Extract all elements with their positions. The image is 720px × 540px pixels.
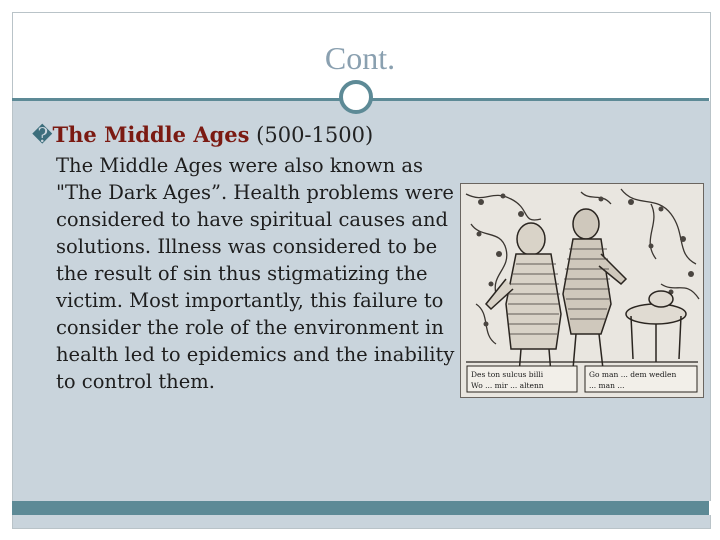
- footer-base: [12, 515, 711, 529]
- medieval-woodcut-image: [460, 183, 704, 398]
- caption-right-line-1: Go man ... dem wedlen: [589, 370, 677, 379]
- bullet-heading: [32, 122, 373, 147]
- ring-ornament-icon: [339, 80, 373, 114]
- section-heading-years: (500-1500): [249, 123, 374, 147]
- slide-title: Cont.: [324, 40, 396, 76]
- caption-right-line-2: ... man ...: [589, 381, 625, 390]
- caption-left-line-2: Wo ... mir ... altenn: [471, 381, 544, 390]
- body-paragraph: The Middle Ages were also known as "The Dark Ages”. Health problems were considered to have spiritual causes and solutions. Illness was considered to be the result of sin thus stigmatizing the victim. Most importantly, this failure to consider the role of the environment in health led to epidemics and the inability to control them.: [56, 154, 455, 393]
- caption-left-line-1: Des ton sulcus billi: [471, 370, 544, 379]
- section-heading: The Middle Ages: [52, 122, 250, 147]
- bullet-icon: �: [32, 123, 53, 147]
- footer-bar: [12, 501, 709, 515]
